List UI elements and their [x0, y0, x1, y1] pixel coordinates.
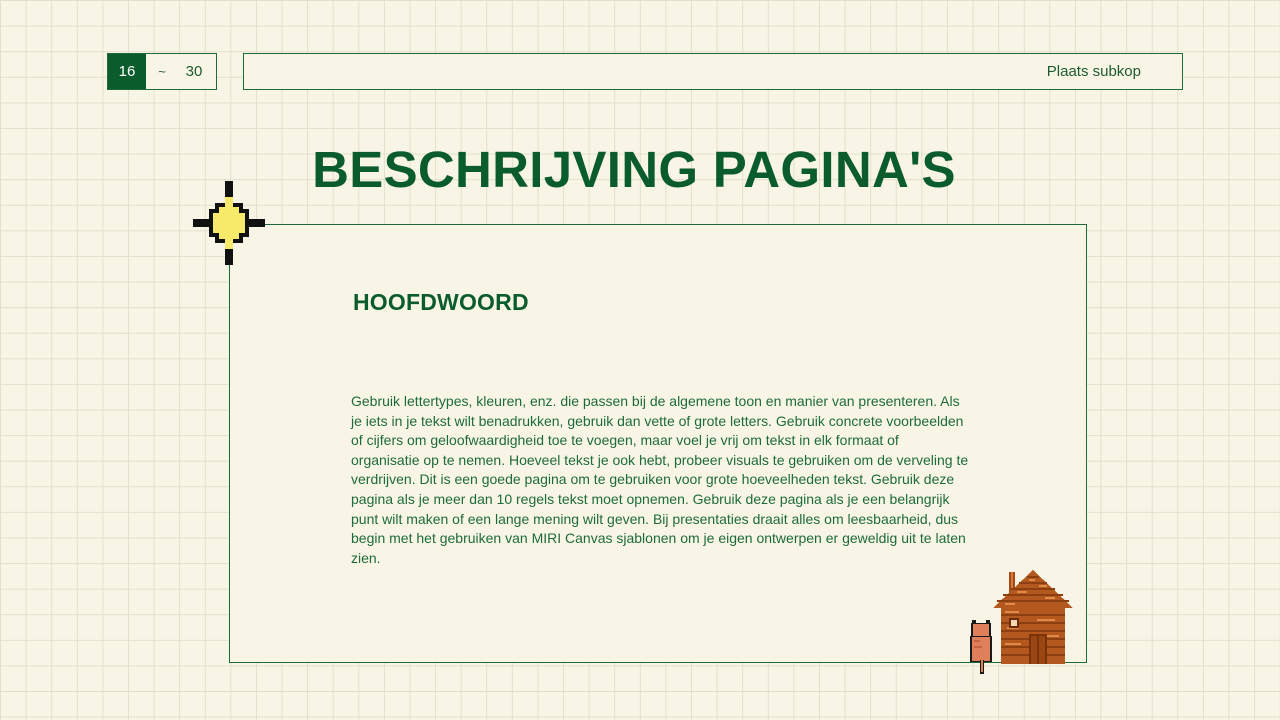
pixel-cat: [968, 620, 994, 676]
pixel-house: [993, 568, 1073, 664]
total-pages: 30: [185, 63, 203, 80]
page-separator: ~: [158, 64, 166, 79]
body-text: Gebruik lettertypes, kleuren, enz. die passen bij de algemene toon en manier van presenteren. Als je iets in je tekst wilt benadrukken, gebruik dan vette of grote letters. Gebruik concrete voorbeelden of cijfers om geloofwaardigheid toe te voegen, maar voel je vrij om tekst in elk formaat of organisatie op te nemen. Hoeveel tekst je ook hebt, probeer visuals te gebruiken om de verveling te verdrijven. Dit is een goede pagina om te gebruiken voor grote hoeveelheden tekst. Gebruik deze pagina als je meer dan 10 regels tekst moet opnemen. Gebruik deze pagina als je een belangrijk punt wilt maken of een lange mening wilt geven. Bij presentaties draait alles om leesbaarheid, dus begin met het gebruiken van MIRI Canvas sjablonen om je eigen ontwerpen er geweldig uit te laten zien.: [351, 393, 969, 566]
content-card: [229, 224, 1087, 663]
page-counter: [107, 53, 217, 90]
page-title: BESCHRIJVING PAGINA'S: [312, 141, 956, 198]
keyword-heading: HOOFDWOORD: [353, 289, 529, 315]
current-page-number: 16: [108, 54, 146, 89]
subheading-box: [243, 53, 1183, 90]
sparkle-icon: [193, 181, 265, 265]
subheading: Plaats subkop: [1046, 63, 1141, 80]
